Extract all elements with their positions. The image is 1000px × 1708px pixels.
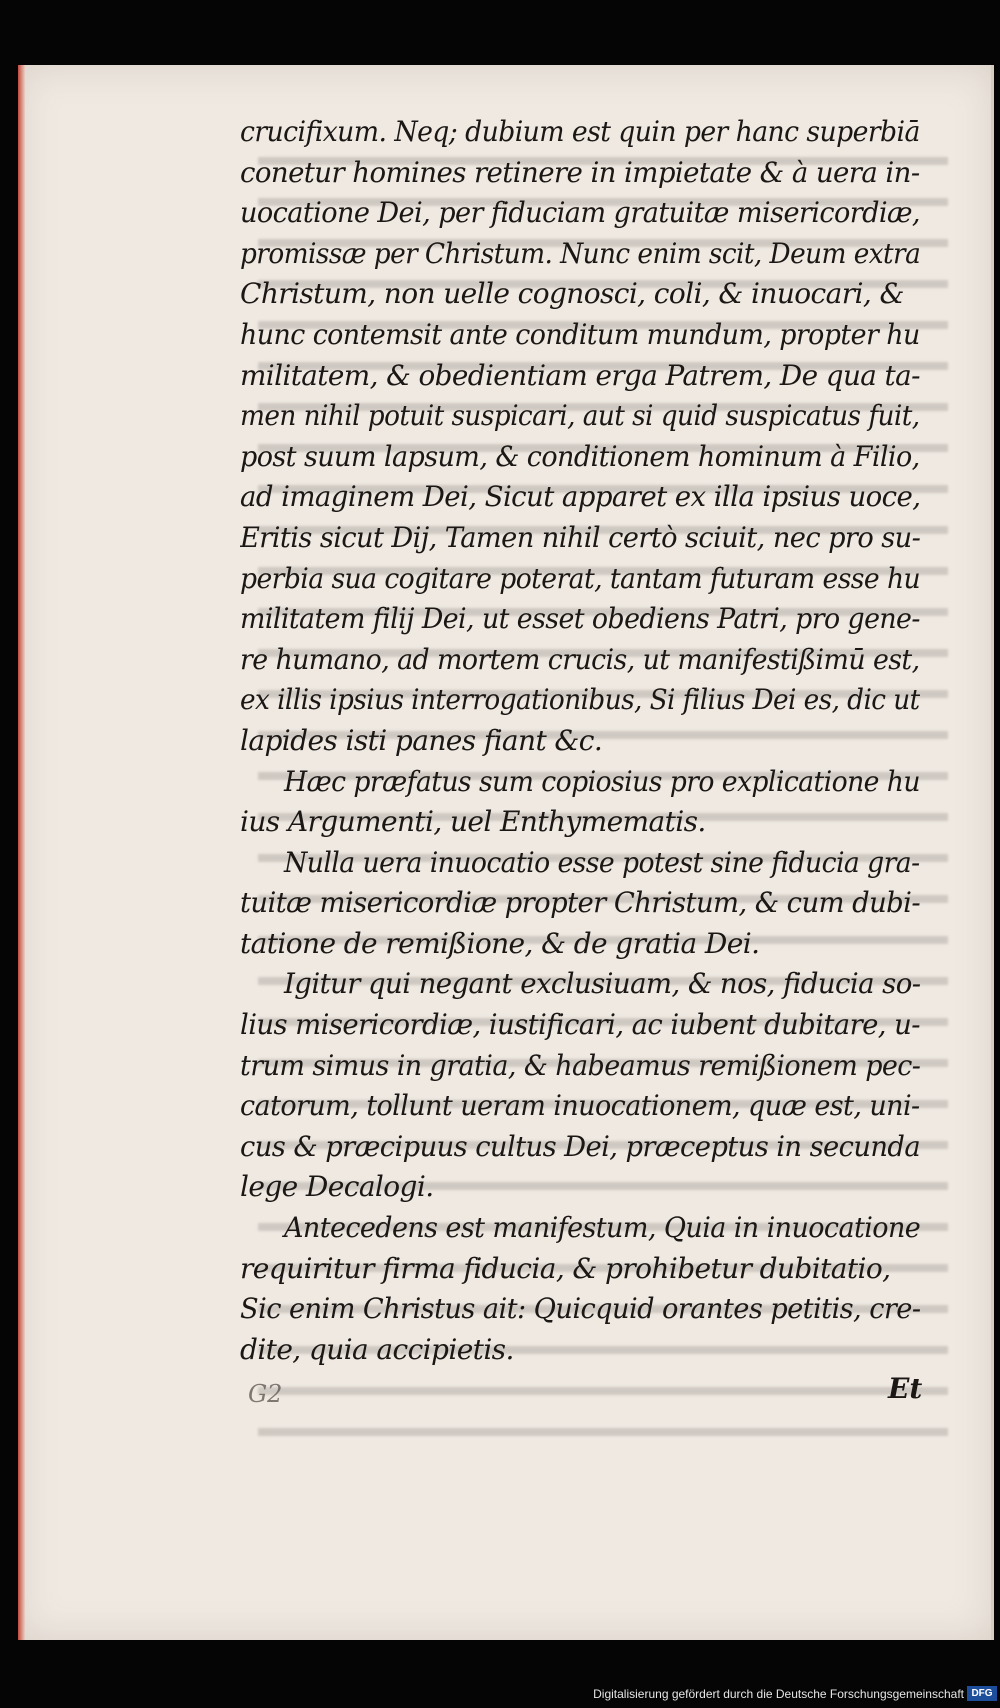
text-line: promissæ per Christum. Nunc enim scit, Deum extra [240, 236, 920, 270]
text-line: Igitur qui negant exclusiuam, & nos, fiducia so- [284, 967, 920, 1001]
text-line: re humano, ad mortem crucis, ut manifestißimū est, [240, 642, 920, 676]
text-line: men nihil potuit suspicari, aut si quid suspicatus fuit, [240, 399, 920, 433]
text-line: Sic enim Christus ait: Quicquid orantes petitis, cre- [240, 1292, 920, 1326]
text-line: dite, quia accipietis. [240, 1332, 514, 1366]
text-line: Antecedens est manifestum, Quia in inuocatione [284, 1211, 920, 1245]
footer-bar [0, 1684, 1000, 1708]
text-line: lege Decalogi. [240, 1170, 434, 1204]
text-line: trum simus in gratia, & habeamus remißionem pec- [240, 1048, 920, 1082]
signature-mark: G2 [248, 1380, 283, 1408]
text-line: cus & præcipuus cultus Dei, præceptus in secunda [240, 1129, 920, 1163]
text-line: tatione de remißione, & de gratia Dei. [240, 926, 760, 960]
footer-credit: Digitalisierung gefördert durch die Deutsche Forschungsgemeinschaft [593, 1687, 964, 1701]
text-line: militatem filij Dei, ut esset obediens Patri, pro gene- [240, 602, 920, 636]
text-line: ad imaginem Dei, Sicut apparet ex illa ipsius uoce, [240, 480, 920, 514]
text-line: Christum, non uelle cognosci, coli, & inuocari, & [240, 277, 904, 311]
text-line: conetur homines retinere in impietate & à uera in- [240, 155, 920, 189]
text-line: perbia sua cogitare poterat, tantam futuram esse hu [240, 561, 920, 595]
text-line: ex illis ipsius interrogationibus, Si filius Dei es, dic ut [240, 683, 920, 717]
catchword: Et [888, 1372, 923, 1405]
text-line: post suum lapsum, & conditionem hominum à Filio, [240, 439, 920, 473]
text-line: catorum, tollunt ueram inuocationem, quæ est, uni- [240, 1089, 920, 1123]
page-edge-right [991, 65, 994, 1640]
text-line: hunc contemsit ante conditum mundum, propter hu [240, 317, 920, 351]
dfg-logo-icon: DFG [967, 1686, 997, 1701]
text-line: Nulla uera inuocatio esse potest sine fiducia gra- [284, 845, 920, 879]
text-line: lius misericordiæ, iustificari, ac iubent dubitare, u- [240, 1008, 920, 1042]
main-text [240, 112, 920, 1370]
text-line: ius Argumenti, uel Enthymematis. [240, 805, 706, 839]
text-line: Hæc præfatus sum copiosius pro explicatione hu [284, 764, 920, 798]
text-line: tuitæ misericordiæ propter Christum, & cum dubi- [240, 886, 920, 920]
text-line: crucifixum. Neq; dubium est quin per hanc superbiā [240, 115, 920, 148]
text-line: uocatione Dei, per fiduciam gratuitæ misericordiæ, [240, 196, 920, 230]
text-line: militatem, & obedientiam erga Patrem, De qua ta- [240, 358, 920, 392]
text-line: Eritis sicut Dij, Tamen nihil certò sciuit, nec pro su- [240, 520, 920, 554]
text-line: lapides isti panes fiant &c. [240, 723, 603, 757]
text-line: requiritur firma fiducia, & prohibetur dubitatio, [240, 1251, 891, 1285]
page-edge-left [18, 65, 25, 1640]
